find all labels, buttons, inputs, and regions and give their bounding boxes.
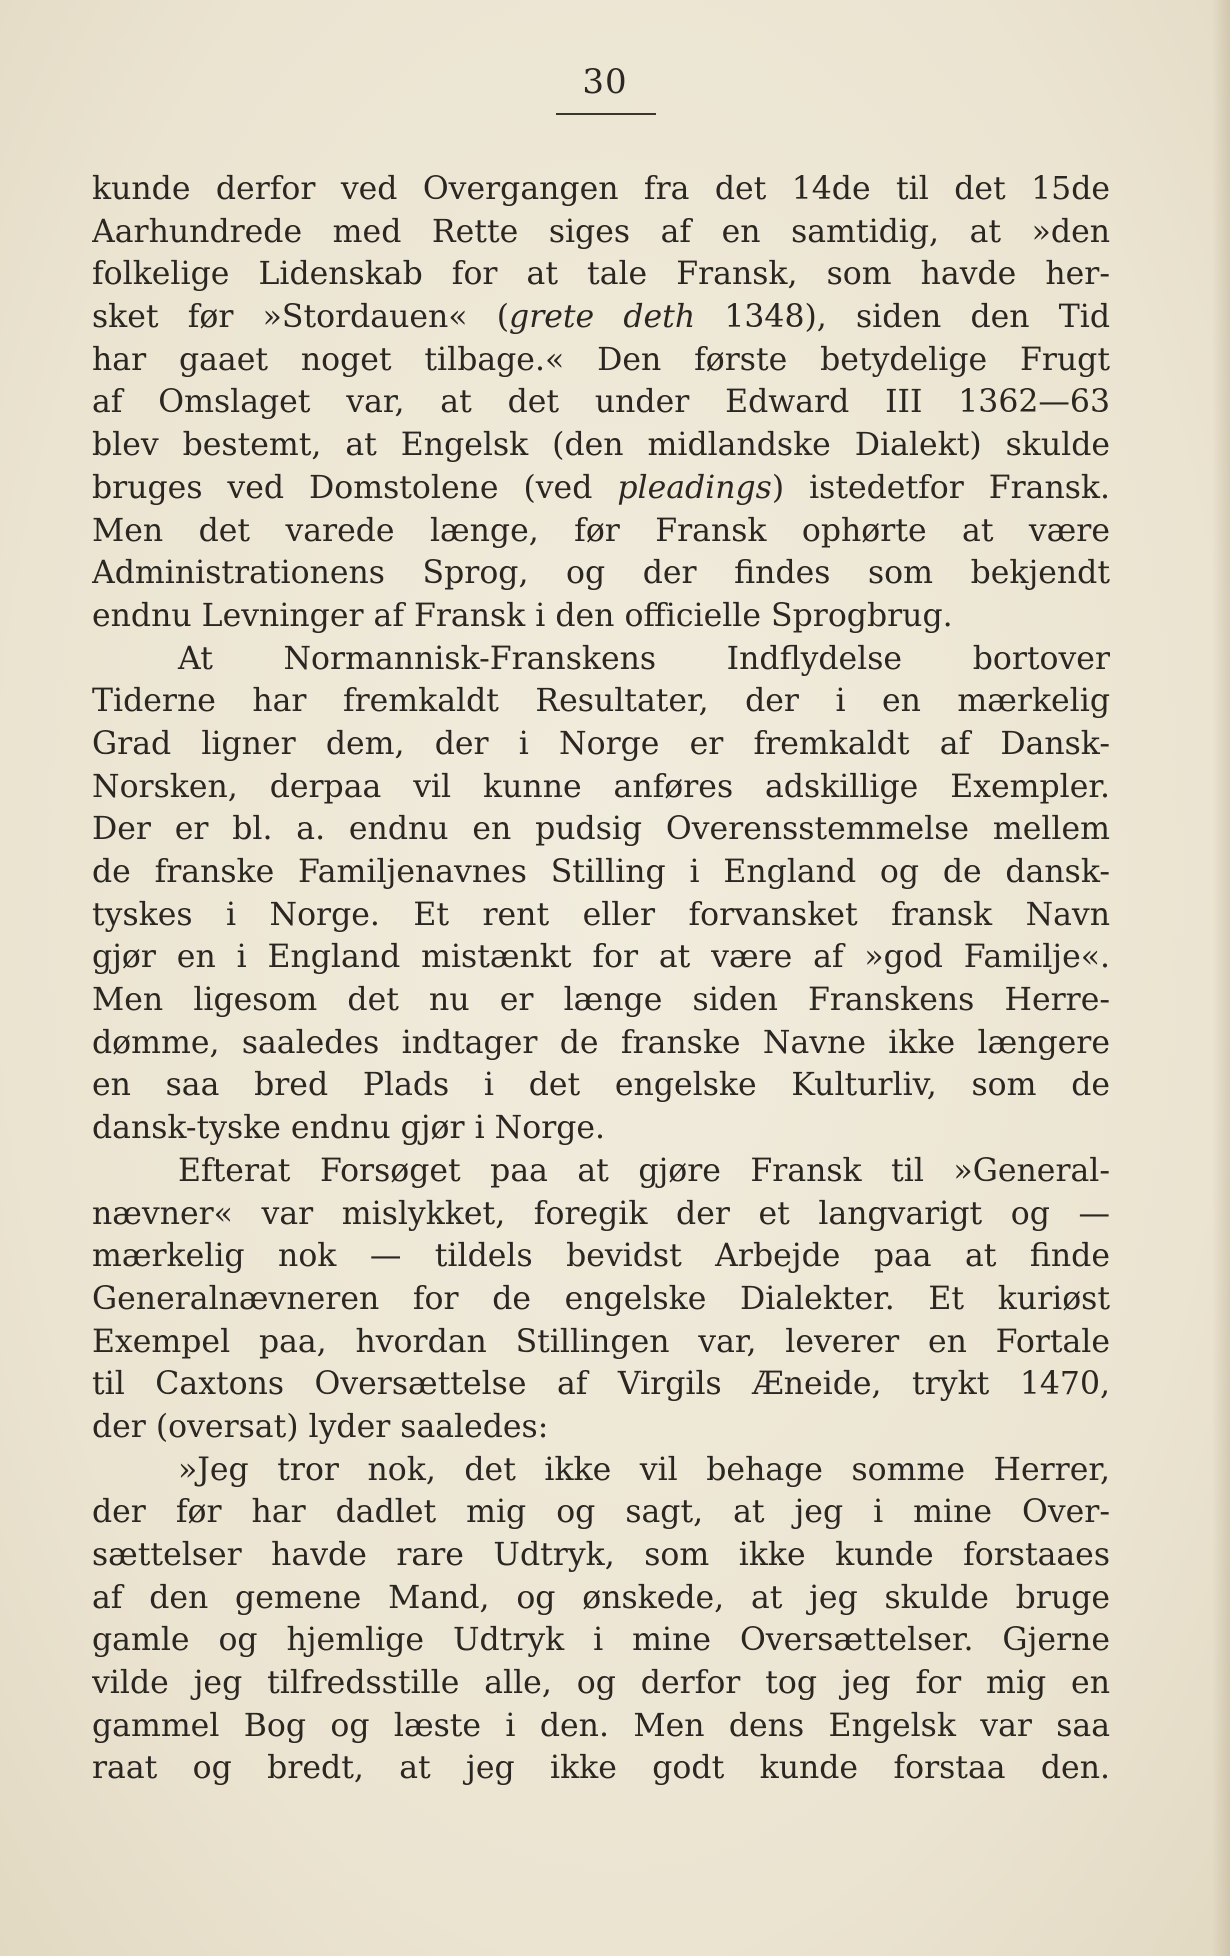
text-line: Administrationens Sprog, og der findes som bekjendt: [92, 555, 1110, 592]
text-line: kunde derfor ved Overgangen fra det 14de til det 15de: [92, 171, 1110, 207]
text-line: sættelser havde rare Udtryk, som ikke kunde forstaaes: [92, 1537, 1110, 1573]
text-line: der (oversat) lyder saaledes:: [92, 1408, 549, 1445]
text-line: Tiderne har fremkaldt Resultater, der i en mærkelig: [92, 683, 1110, 720]
text-line: Generalnævneren for de engelske Dialekter. Et kuriøst: [92, 1280, 1110, 1317]
italic-term: grete deth: [509, 299, 696, 336]
text-line: sket før »Stordauen« (grete deth 1348), siden den Tid: [92, 299, 1110, 336]
text-line: Exempel paa, hvordan Stillingen var, leverer en Fortale: [92, 1323, 1110, 1360]
text-line: Efterat Forsøget paa at gjøre Fransk til »General-: [178, 1152, 1110, 1189]
text-line: mærkelig nok — tildels bevidst Arbejde paa at finde: [92, 1238, 1110, 1275]
text-line: har gaaet noget tilbage.« Den første betydelige Frugt: [92, 341, 1110, 378]
text-line: dømme, saaledes indtager de franske Navne ikke længere: [92, 1024, 1110, 1061]
text-line: Grad ligner dem, der i Norge er fremkaldt af Dansk-: [92, 725, 1110, 762]
text-line: til Caxtons Oversættelse af Virgils Æneide, trykt 1470,: [92, 1366, 1110, 1403]
text-line: bruges ved Domstolene (ved pleadings) istedetfor Fransk.: [92, 469, 1110, 506]
text-line: der før har dadlet mig og sagt, at jeg i mine Over-: [92, 1494, 1110, 1531]
text-line: en saa bred Plads i det engelske Kulturliv, som de: [92, 1067, 1110, 1104]
text-line: af den gemene Mand, og ønskede, at jeg skulde bruge: [92, 1579, 1110, 1616]
text-line: af Omslaget var, at det under Edward III 1362—63: [92, 384, 1110, 421]
text-line: vilde jeg tilfredsstille alle, og derfor tog jeg for mig en: [92, 1665, 1110, 1702]
body-text: [92, 168, 1110, 1790]
text-line: dansk-tyske endnu gjør i Norge.: [92, 1110, 606, 1147]
text-line: At Normannisk-Franskens Indflydelse bortover: [178, 640, 1110, 677]
text-line: de franske Familjenavnes Stilling i England og de dansk-: [92, 854, 1110, 890]
text-line: tyskes i Norge. Et rent eller forvansket fransk Navn: [92, 896, 1110, 933]
text-line: Norsken, derpaa vil kunne anføres adskillige Exempler.: [92, 768, 1110, 805]
text-line: blev bestemt, at Engelsk (den midlandske Dialekt) skulde: [92, 427, 1110, 464]
text-line: nævner« var mislykket, foregik der et langvarigt og —: [92, 1195, 1110, 1232]
text-line: raat og bredt, at jeg ikke godt kunde forstaa den.: [92, 1750, 1110, 1787]
text-line: Men ligesom det nu er længe siden Franskens Herre-: [92, 982, 1110, 1019]
text-line: Der er bl. a. endnu en pudsig Overensstemmelse mellem: [92, 811, 1110, 848]
text-line: Men det varede længe, før Fransk ophørte at være: [92, 512, 1110, 549]
text-line: »Jeg tror nok, det ikke vil behage somme Herrer,: [178, 1451, 1110, 1488]
text-line: Aarhundrede med Rette siges af en samtidig, at »den: [92, 213, 1110, 250]
italic-term: pleadings: [617, 469, 772, 506]
text-line: gjør en i England mistænkt for at være af »god Familje«.: [92, 939, 1110, 976]
page-number-rule: [556, 113, 656, 115]
page-edge-shadow: [1212, 0, 1230, 1956]
text-line: gamle og hjemlige Udtryk i mine Oversættelser. Gjerne: [92, 1622, 1110, 1659]
page-number: 30: [582, 62, 628, 102]
text-line: gammel Bog og læste i den. Men dens Engelsk var saa: [92, 1707, 1110, 1744]
text-line: endnu Levninger af Fransk i den officielle Sprogbrug.: [92, 597, 953, 634]
text-line: folkelige Lidenskab for at tale Fransk, som havde her-: [92, 256, 1110, 293]
